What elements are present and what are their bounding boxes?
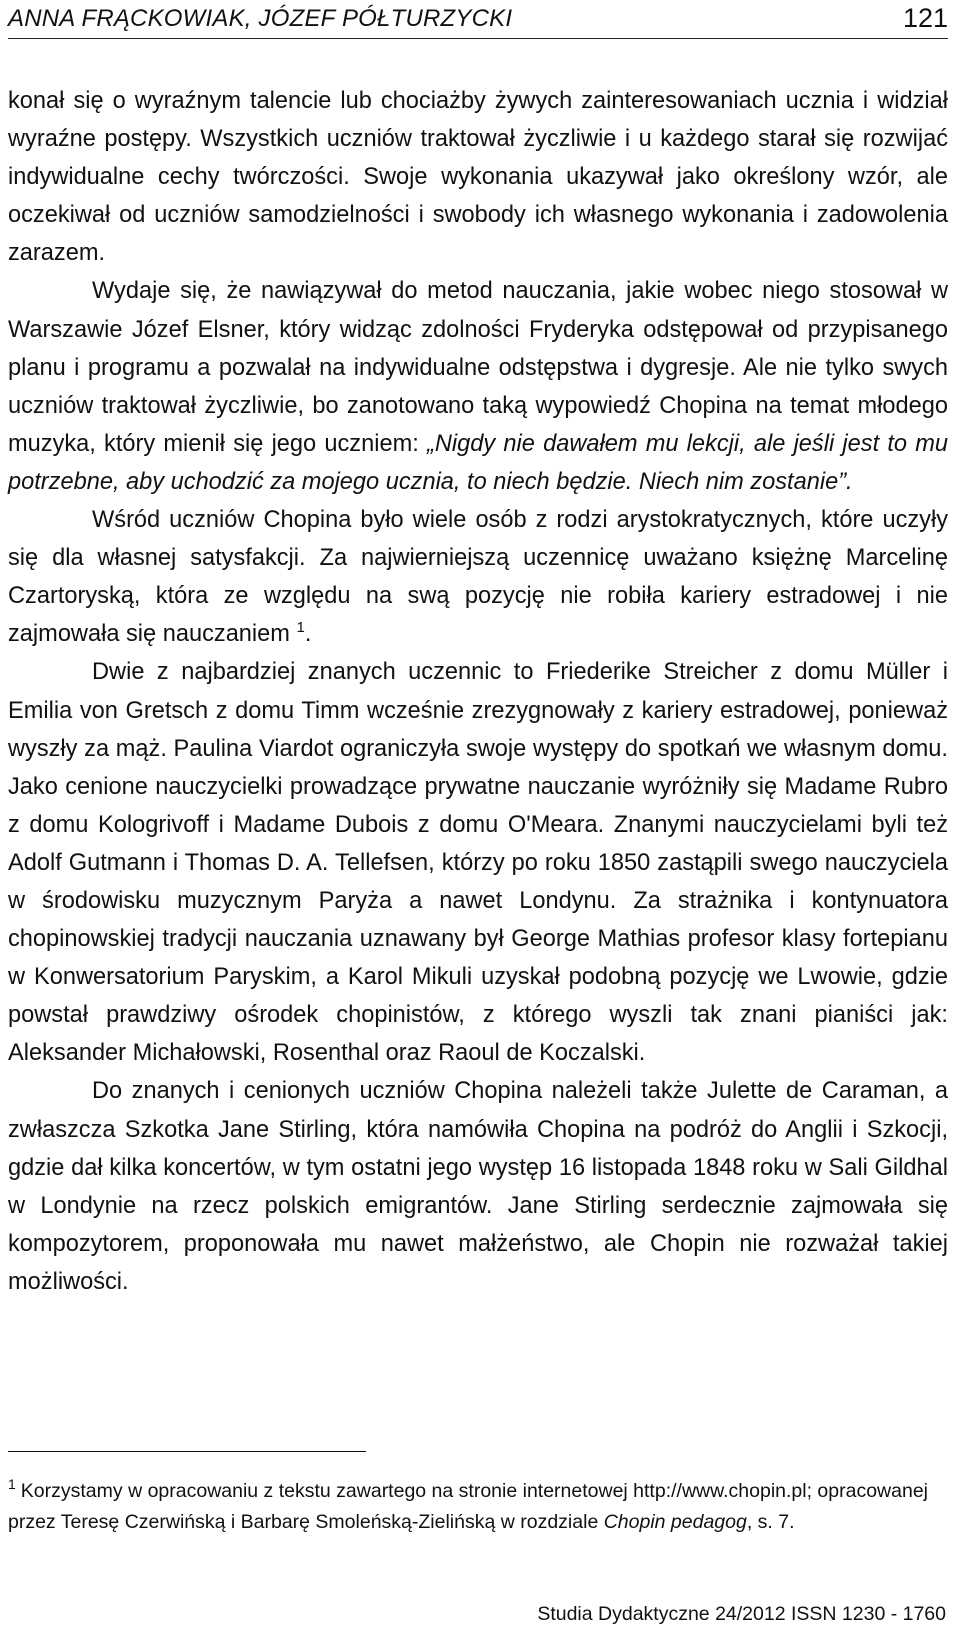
paragraph-4-text: Dwie z najbardziej znanych uczennic to Friederike Streicher z domu Müller i Emilia von Gretsch z domu Timm wcześnie zrezygnowały z kariery estradowej, ponieważ wyszły za mąż. Paulina Viardot ograniczyła swoje występy do spotkań we własnym domu. Jako cenione nauczycielki prowadzące prywatne nauczanie wyróżniły się Madame Rubro z domu Kologrivoff i Madame Dubois z domu O'Meara. Znanymi nauczycielami byli też Adolf Gutmann i Thomas D. A. Tellefsen, którzy po roku 1850 zastąpili swego nauczyciela w środowisku muzycznym Paryża a nawet Londynu. Za strażnika i kontynuatora chopinowskiej tradycji nauczania uznawany był George Mathias profesor klasy fortepianu w Konwersatorium Paryskim, a Karol Mikuli uzyskał podobną pozycję we Lwowie, gdzie powstał prawdziwy ośrodek chopinistów, z którego wyszli tak znani pianiści jak: Aleksander Michałowski, Rosenthal oraz Raoul de Koczalski.: [8, 659, 948, 1067]
paragraph-3-end: .: [304, 621, 312, 648]
chopin-quote: „Nigdy nie dawałem mu lekcji, ale jeśli jest to mu potrzebne, aby uchodzić za mojego ucznia, to niech będzie. Niech nim zostanie”.: [8, 430, 948, 495]
footnote-title: Chopin pedagog: [603, 1511, 747, 1533]
body-text: [8, 82, 948, 1301]
paragraph-5-text: Do znanych i cenionych uczniów Chopina należeli także Julette de Caraman, a zwłaszcza Szkotka Jane Stirling, która namówiła Chopina na podróż do Anglii i Szkocji, gdzie dał kilka koncertów, w tym ostatni jego występ 16 listopada 1848 roku w Sali Gildhal w Londynie na rzecz polskich emigrantów. Jane Stirling serdecznie zajmowała się kompozytorem, proponowała mu nawet małżeństwo, ale Chopin nie rozważał takiej możliwości.: [8, 1078, 948, 1295]
paragraph-3: [8, 501, 948, 653]
paragraph-2-text: Wydaje się, że nawiązywał do metod nauczania, jakie wobec niego stosował w Warszawie Józef Elsner, który widząc zdolności Fryderyka odstępował od przypisanego planu i programu a pozwalał na indywidualne odstępstwa i dygresje. Ale nie tylko swych uczniów traktował życzliwie, bo zanotowano taką wypowiedź Chopina na temat młodego muzyka, który mienił się jego uczniem:: [8, 278, 948, 457]
paragraph-5: [8, 1072, 948, 1301]
header-authors: ANNA FRĄCKOWIAK, JÓZEF PÓŁTURZYCKI: [8, 5, 513, 32]
paragraph-3-text: Wśród uczniów Chopina było wiele osób z rodzi arystokratycznych, które uczyły się dla własnej satysfakcji. Za najwierniejszą uczennicę uważano księżnę Marcelinę Czartoryską, która ze względu na swą pozycję nie robiła kariery estradowej i nie zajmowała się nauczaniem: [8, 507, 948, 648]
paragraph-1: [8, 82, 948, 272]
running-header: [8, 4, 948, 39]
footnote: [8, 1476, 938, 1538]
footnote-text: Korzystamy w opracowaniu z tekstu zawartego na stronie internetowej http://www.chopin.pl; opracowanej przez Teresę Czerwińską i Barbarę Smoleńską-Zielińską w rozdziale: [8, 1480, 929, 1533]
paragraph-4: [8, 653, 948, 1072]
paragraph-2: [8, 272, 948, 501]
paragraph-1-text: konał się o wyraźnym talencie lub chociażby żywych zainteresowaniach ucznia i widział wyraźne postępy. Wszystkich uczniów traktował życzliwie i u każdego starał się rozwijać indywidualne cechy twórczości. Swoje wykonania ukazywał jako określony wzór, ale oczekiwał od uczniów samodzielności i swobody ich własnego wykonania i zadowolenia zarazem.: [8, 88, 948, 267]
footnote-reference: 1: [296, 619, 305, 637]
footnote-text-end: , s. 7.: [746, 1511, 795, 1533]
journal-footer: Studia Dydaktyczne 24/2012 ISSN 1230 - 1760: [537, 1603, 946, 1625]
footnote-separator: [8, 1451, 366, 1452]
page-number: 121: [902, 3, 948, 33]
footnote-mark: 1: [8, 1476, 16, 1492]
